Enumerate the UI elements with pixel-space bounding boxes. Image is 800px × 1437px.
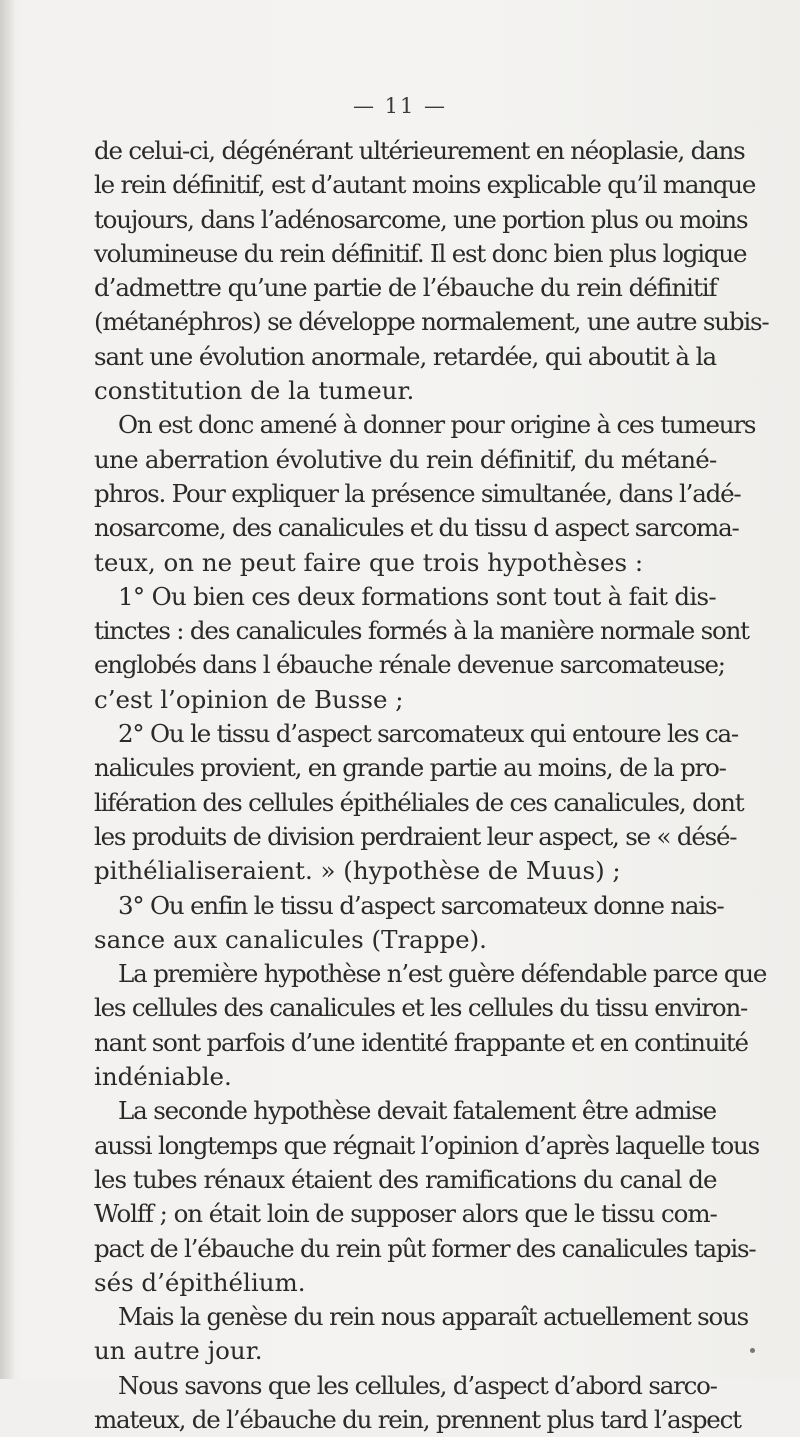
text-line: La première hypothèse n’est guère défendable parce que (118, 959, 767, 989)
text-line: sance aux canalicules (Trappe). (94, 924, 487, 954)
text-line: une aberration évolutive du rein définitif, du métané- (94, 444, 717, 474)
text-line: (métanéphros) se développe normalement, une autre subis- (94, 307, 769, 337)
text-line: nant sont parfois d’une identité frappante et en continuité (94, 1027, 748, 1057)
text-line: sés d’épithélium. (94, 1267, 306, 1297)
ink-speck (750, 1348, 755, 1353)
page-number: — 11 — (352, 94, 448, 118)
text-line: le rein définitif, est d’autant moins explicable qu’il manque (94, 170, 756, 200)
text-line: englobés dans l ébauche rénale devenue sarcomateuse; (94, 650, 725, 680)
text-line: toujours, dans l’adénosarcome, une portion plus ou moins (94, 204, 748, 234)
text-line: teux, on ne peut faire que trois hypothèses : (94, 547, 644, 577)
text-line: Wolff ; on était loin de supposer alors que le tissu com- (94, 1199, 717, 1229)
text-line: les cellules des canalicules et les cellules du tissu environ- (94, 993, 748, 1023)
text-line: aussi longtemps que régnait l’opinion d’après laquelle tous (94, 1130, 759, 1160)
text-line: les produits de division perdraient leur aspect, se « désé- (94, 821, 737, 851)
text-line: lifération des cellules épithéliales de ces canalicules, dont (94, 787, 744, 817)
text-line: On est donc amené à donner pour origine à ces tumeurs (118, 410, 756, 440)
text-line: Nous savons que les cellules, d’aspect d’abord sarco- (118, 1370, 717, 1400)
text-line: tinctes : des canalicules formés à la manière normale sont (94, 616, 749, 646)
text-line: constitution de la tumeur. (94, 376, 415, 406)
body-text (94, 134, 769, 1437)
text-line: 3° Ou enfin le tissu d’aspect sarcomateux donne nais- (118, 890, 724, 920)
text-line: 1° Ou bien ces deux formations sont tout à fait dis- (118, 581, 716, 611)
text-line: d’admettre qu’une partie de l’ébauche du rein définitif (94, 273, 717, 303)
text-line: de celui-ci, dégénérant ultérieurement en néoplasie, dans (94, 136, 745, 165)
text-line: pact de l’ébauche du rein pût former des canalicules tapis- (94, 1233, 756, 1263)
text-line: indéniable. (94, 1062, 232, 1092)
text-line: c’est l’opinion de Busse ; (94, 684, 404, 714)
book-spine-shadow (0, 0, 14, 1379)
text-line: sant une évolution anormale, retardée, qui aboutit à la (94, 341, 716, 371)
text-line: La seconde hypothèse devait fatalement être admise (118, 1096, 716, 1126)
text-line: pithélialiseraient. » (hypothèse de Muus) ; (94, 856, 621, 886)
text-line: Mais la genèse du rein nous apparaît actuellement sous (118, 1302, 748, 1332)
text-line: les tubes rénaux étaient des ramifications du canal de (94, 1164, 717, 1194)
text-line: volumineuse du rein définitif. Il est donc bien plus logique (94, 238, 747, 268)
text-line: nalicules provient, en grande partie au moins, de la pro- (94, 753, 726, 783)
text-line: nosarcome, des canalicules et du tissu d aspect sarcoma- (94, 513, 739, 543)
text-line: mateux, de l’ébauche du rein, prennent plus tard l’aspect (94, 1404, 741, 1434)
text-line: 2° Ou le tissu d’aspect sarcomateux qui entoure les ca- (118, 719, 738, 749)
text-line: phros. Pour expliquer la présence simultanée, dans l’adé- (94, 478, 741, 508)
text-line: un autre jour. (94, 1336, 263, 1366)
